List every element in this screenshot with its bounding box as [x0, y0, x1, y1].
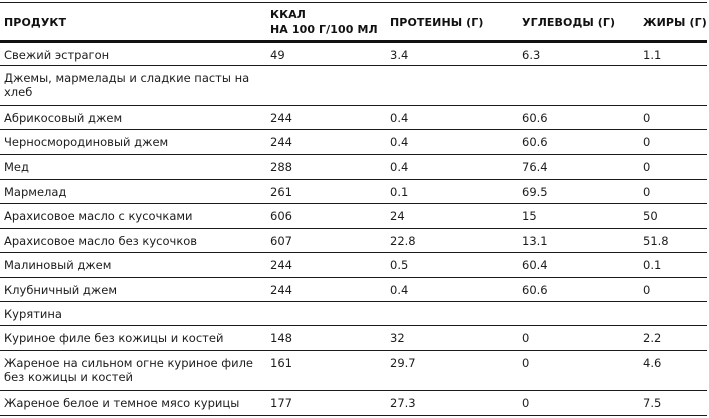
cell-fat: 0	[643, 160, 651, 174]
cell-carbs: 60.6	[522, 111, 548, 125]
cell-product: Жареное на сильном огне куриное филе без кожицы и костей	[4, 356, 253, 384]
cell-product: Малиновый джем	[4, 258, 112, 272]
category-row	[0, 66, 707, 106]
table-row	[0, 43, 707, 66]
cell-carbs: 76.4	[522, 160, 548, 174]
cell-protein: 3.4	[390, 48, 409, 62]
table-row	[0, 155, 707, 180]
cell-product: Арахисовое масло без кусочков	[4, 234, 198, 248]
table-row	[0, 253, 707, 278]
cell-fat: 7.5	[643, 396, 662, 410]
cell-kcal: 244	[270, 111, 292, 125]
cell-product: Курятина	[4, 307, 62, 321]
cell-carbs: 60.4	[522, 258, 548, 272]
cell-kcal: 606	[270, 209, 292, 223]
cell-fat: 0	[643, 185, 651, 199]
cell-fat: 2.2	[643, 331, 662, 345]
table-row	[0, 106, 707, 130]
cell-product: Арахисовое масло с кусочками	[4, 209, 193, 223]
cell-protein: 0.5	[390, 258, 409, 272]
table-row	[0, 130, 707, 155]
cell-protein: 29.7	[390, 356, 416, 370]
cell-kcal: 288	[270, 160, 292, 174]
header-kcal-line2: НА 100 Г/100 МЛ	[270, 23, 378, 36]
cell-fat: 4.6	[643, 356, 662, 370]
table-row	[0, 180, 707, 204]
cell-product: Свежий эстрагон	[4, 48, 110, 62]
cell-kcal: 49	[270, 48, 285, 62]
cell-kcal: 244	[270, 258, 292, 272]
table-row	[0, 391, 707, 416]
header-carbs: УГЛЕВОДЫ (Г)	[522, 16, 616, 29]
cell-carbs: 6.3	[522, 48, 541, 62]
header-kcal-line1: ККАЛ	[270, 8, 307, 21]
cell-protein: 22.8	[390, 234, 416, 248]
cell-product: Куриное филе без кожицы и костей	[4, 331, 224, 345]
cell-kcal: 161	[270, 356, 292, 370]
cell-product: Клубничный джем	[4, 283, 117, 297]
cell-carbs: 0	[522, 331, 530, 345]
cell-product: Мармелад	[4, 185, 67, 199]
cell-protein: 0.1	[390, 185, 409, 199]
header-protein: ПРОТЕИНЫ (Г)	[390, 16, 484, 29]
cell-fat: 0.1	[643, 258, 662, 272]
cell-kcal: 261	[270, 185, 292, 199]
cell-protein: 32	[390, 331, 405, 345]
table-row	[0, 204, 707, 229]
table-row	[0, 326, 707, 351]
cell-fat: 0	[643, 135, 651, 149]
cell-kcal: 177	[270, 396, 292, 410]
cell-fat: 0	[643, 111, 651, 125]
table-header	[0, 3, 707, 43]
table-row	[0, 229, 707, 253]
cell-kcal: 244	[270, 135, 292, 149]
category-row	[0, 302, 707, 326]
cell-fat: 0	[643, 283, 651, 297]
cell-kcal: 244	[270, 283, 292, 297]
cell-carbs: 0	[522, 396, 530, 410]
cell-kcal: 148	[270, 331, 292, 345]
cell-protein: 0.4	[390, 283, 409, 297]
cell-fat: 1.1	[643, 48, 662, 62]
cell-product: Мед	[4, 160, 29, 174]
cell-fat: 50	[643, 209, 658, 223]
cell-product: Джемы, мармелады и сладкие пасты на хлеб	[4, 71, 250, 99]
cell-carbs: 15	[522, 209, 537, 223]
cell-carbs: 13.1	[522, 234, 548, 248]
table-row	[0, 351, 707, 391]
cell-product: Жареное белое и темное мясо курицы	[4, 396, 240, 410]
cell-protein: 24	[390, 209, 405, 223]
cell-fat: 51.8	[643, 234, 669, 248]
cell-carbs: 60.6	[522, 283, 548, 297]
cell-product: Черносмородиновый джем	[4, 135, 169, 149]
cell-carbs: 69.5	[522, 185, 548, 199]
table-row	[0, 278, 707, 302]
nutrition-table	[0, 2, 707, 416]
cell-protein: 0.4	[390, 111, 409, 125]
cell-product: Абрикосовый джем	[4, 111, 123, 125]
cell-carbs: 60.6	[522, 135, 548, 149]
header-product: ПРОДУКТ	[4, 16, 67, 29]
cell-protein: 0.4	[390, 135, 409, 149]
cell-protein: 0.4	[390, 160, 409, 174]
cell-protein: 27.3	[390, 396, 416, 410]
cell-carbs: 0	[522, 356, 530, 370]
header-fat: ЖИРЫ (Г)	[643, 16, 707, 29]
cell-kcal: 607	[270, 234, 292, 248]
